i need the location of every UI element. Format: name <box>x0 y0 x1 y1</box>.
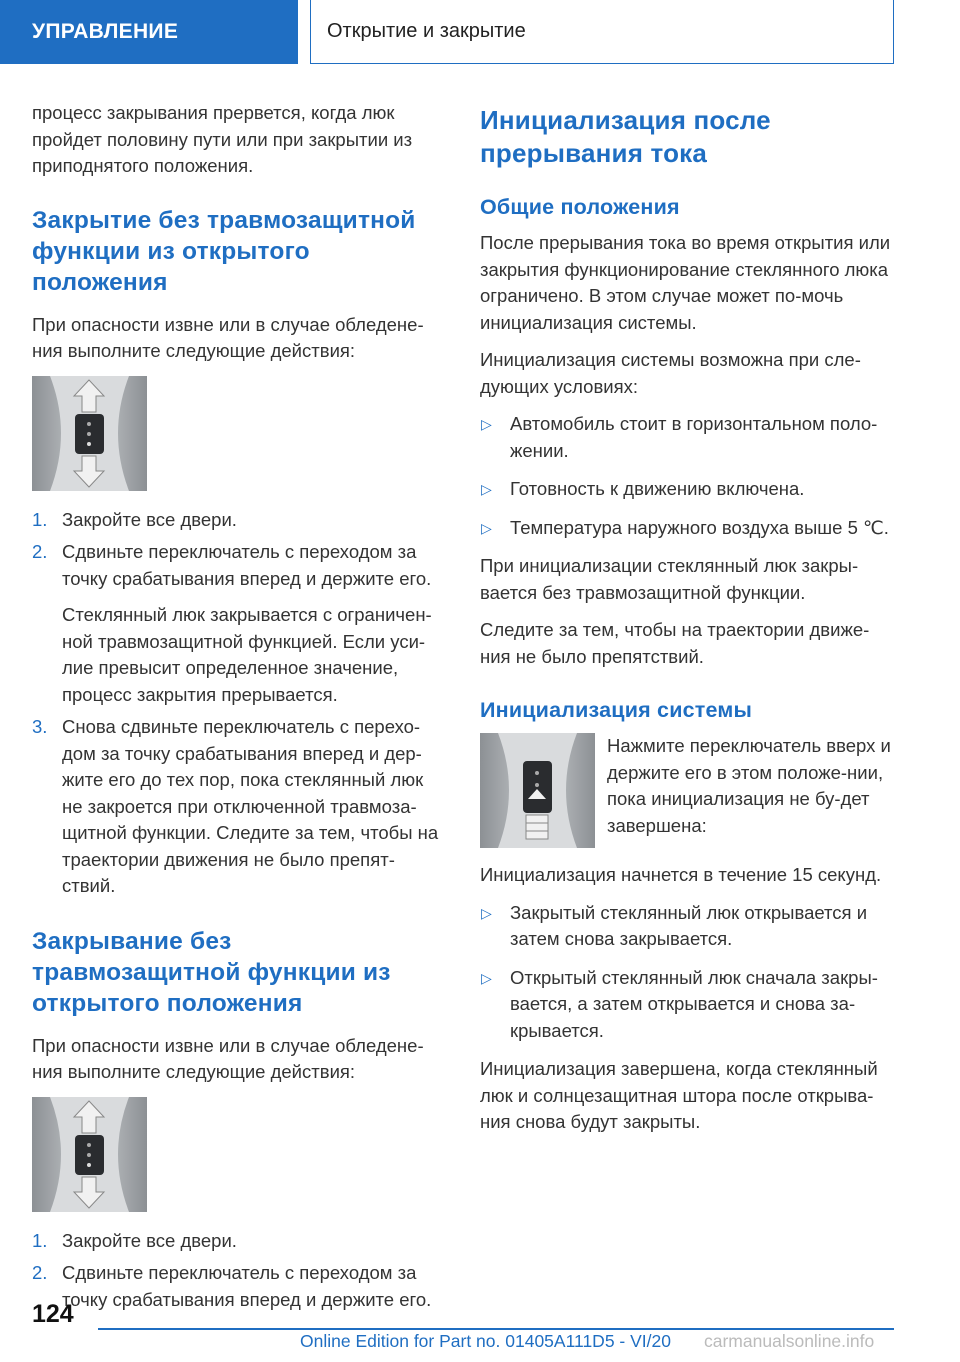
paragraph: Инициализация начнется в течение 15 секунд. <box>480 864 882 885</box>
step-number: 2. <box>32 1262 48 1283</box>
main-heading: Инициализация после прерывания тока <box>480 105 771 168</box>
triangle-bullet-icon: ▷ <box>481 969 492 986</box>
list-item <box>32 1260 447 1313</box>
section-text: При опасности извне или в случае обледене-ния выполните следующие действия: <box>32 1034 424 1082</box>
paragraph: Инициализация системы возможна при сле-дующих условиях: <box>480 349 861 397</box>
list-item <box>480 965 896 1045</box>
condition-text: Температура наружного воздуха выше 5 ℃. <box>510 516 889 538</box>
result-text: Закрытый стеклянный люк открывается и затем снова закрывается. <box>510 901 868 949</box>
step-text: Закройте все двери. <box>62 508 237 530</box>
left-column <box>32 100 447 1325</box>
paragraph: При инициализации стеклянный люк закры-вается без травмозащитной функции. <box>480 555 859 603</box>
conditions-list <box>480 411 896 541</box>
list-item <box>32 1228 447 1255</box>
watermark: carmanualsonline.info <box>704 1331 875 1351</box>
step-text: Закройте все двери. <box>62 1229 237 1251</box>
triangle-bullet-icon: ▷ <box>481 481 492 497</box>
list-item <box>480 476 896 503</box>
section-title-closing: Закрытие без травмозащитной функции из открытого положения <box>32 206 416 296</box>
steps-list-2 <box>32 1228 447 1314</box>
section-text: При опасности извне или в случае обледене-ния выполните следующие действия: <box>32 313 424 361</box>
steps-list-1 <box>32 507 447 900</box>
triangle-bullet-icon: ▷ <box>481 904 492 921</box>
switch-illustration-forward-2 <box>32 1097 147 1212</box>
step-note: Стеклянный люк закрывается с ограничен-ной травмозащитной функцией. Если уси-лие превысит определенное значение, процесс закрытия прерывается. <box>62 604 432 705</box>
chapter-title: Открытие и закрытие <box>327 20 526 42</box>
list-item <box>32 539 447 708</box>
section-title-closing-2: Закрывание без травмозащитной функции из открытого положения <box>32 927 391 1017</box>
switch-illustration-forward <box>32 376 147 491</box>
condition-text: Готовность к движению включена. <box>510 478 805 499</box>
step-number: 2. <box>32 541 48 562</box>
triangle-bullet-icon: ▷ <box>481 416 492 432</box>
header-chapter <box>310 0 894 64</box>
figure-with-text <box>480 733 896 848</box>
right-column <box>480 104 896 1147</box>
condition-text: Автомобиль стоит в горизонтальном поло-жении. <box>510 413 878 461</box>
figure-caption-text: Нажмите переключатель вверх и держите его в этом положе-нии, пока инициализация не бу-дет завершена: <box>607 735 891 836</box>
subheading-general: Общие положения <box>480 195 680 219</box>
results-list <box>480 900 896 1045</box>
triangle-bullet-icon: ▷ <box>481 519 492 536</box>
header-section: УПРАВЛЕНИЕ <box>0 0 298 64</box>
step-number: 1. <box>32 508 48 530</box>
subheading-system-init: Инициализация системы <box>480 698 753 722</box>
step-number: 3. <box>32 716 48 737</box>
switch-illustration-up <box>480 733 595 848</box>
footer-edition: Online Edition for Part no. 01405A111D5 - VI/20 <box>300 1331 671 1351</box>
result-text: Открытый стеклянный люк сначала закры-вается, а затем открывается и снова за-крывается. <box>510 966 878 1041</box>
page-number: 124 <box>32 1300 74 1328</box>
list-item <box>480 515 896 542</box>
footer-divider <box>98 1328 894 1330</box>
list-item <box>32 507 447 534</box>
paragraph: После прерывания тока во время открытия или закрытия функционирование стеклянного люка ограничено. В этом случае может по-мочь инициализация системы. <box>480 232 891 333</box>
step-text: Снова сдвиньте переключатель с перехо-дом за точку срабатывания вперед и дер-жите его до тех пор, пока стеклянный люк не закроется при отключенной травмоза-щитной функции. Следите за тем, чтобы на траектории движения не было препят-ствий. <box>62 716 439 896</box>
step-number: 1. <box>32 1229 48 1251</box>
step-text: Сдвиньте переключатель с переходом за точку срабатывания вперед и держите его. <box>62 1262 432 1310</box>
list-item <box>480 900 896 953</box>
list-item <box>480 411 896 464</box>
list-item <box>32 714 447 900</box>
paragraph: Следите за тем, чтобы на траектории движе-ния не было препятствий. <box>480 619 870 667</box>
intro-paragraph: процесс закрывания прервется, когда люк пройдет половину пути или при закрытии из приподнятого положения. <box>32 102 413 176</box>
paragraph: Инициализация завершена, когда стеклянный люк и солнцезащитная штора после открыва-ния снова будут закрыты. <box>480 1058 878 1132</box>
step-text: Сдвиньте переключатель с переходом за точку срабатывания вперед и держите его. <box>62 541 432 589</box>
